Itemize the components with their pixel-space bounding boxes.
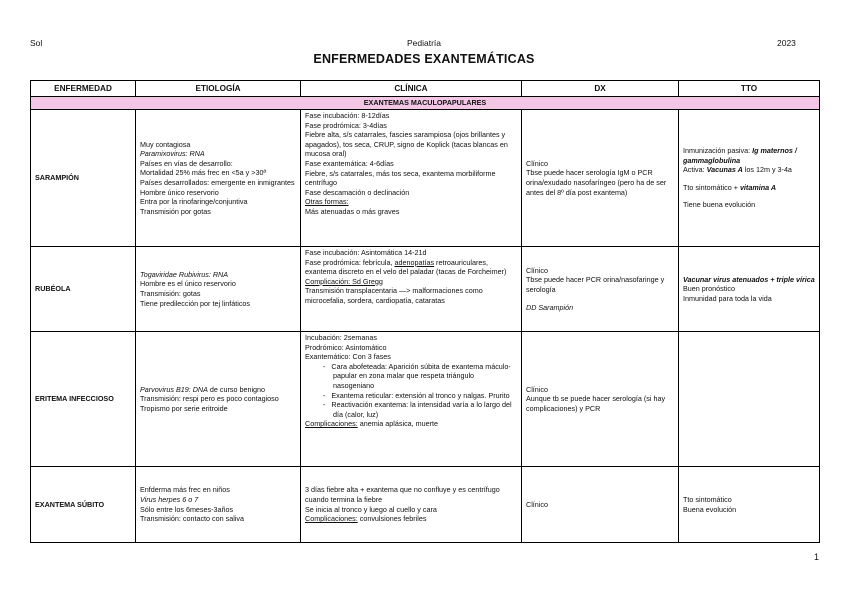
page-number: 1 <box>814 552 820 562</box>
dx-line: Tbse puede hacer serología IgM o PCR orina/exudado nasofaríngeo (pero ha de ser antes del 8º día post exantema) <box>526 168 667 197</box>
tto-cell <box>679 247 820 332</box>
section-title: EXANTEMAS MACULOPAPULARES <box>31 97 820 110</box>
tto-text: Tto sintomático + <box>683 182 740 192</box>
clinica-text: Reactivación exantema: la intensidad varía a lo largo del día (calor, luz) <box>331 400 512 419</box>
tto-cell <box>679 332 820 467</box>
dx-line: Clínico <box>526 158 548 168</box>
column-header-enfermedad: ENFERMEDAD <box>31 81 136 97</box>
tto-line: Tto sintomático <box>683 494 732 504</box>
table-row-rubeola <box>31 247 820 332</box>
page-title: ENFERMEDADES EXANTEMÁTICAS <box>313 52 535 66</box>
etiologia-line: Tiene predilección por tej linfáticos <box>140 298 250 308</box>
etiologia-line: Hombre es el único reservorio <box>140 279 236 289</box>
clinica-line: 3 días fiebre alta + exantema que no confluye y es centrífugo cuando termina la fiebre <box>305 485 500 504</box>
dx-line: Tbse puede hacer PCR orina/nasofaringe y serología <box>526 275 665 294</box>
clinica-line <box>305 258 517 277</box>
tto-line <box>683 146 815 165</box>
clinica-line: Fase incubación: 8-12días <box>305 111 390 120</box>
clinica-text: Complicaciones: <box>305 419 358 429</box>
clinica-bullet: - Reactivación exantema: la intensidad varía a lo largo del día (calor, luz) <box>323 400 512 419</box>
dx-line: Clínico <box>526 384 548 394</box>
diseases-table <box>30 80 820 543</box>
clinica-line: Prodrómico: Asintomático <box>305 342 387 352</box>
etiologia-line: Transmisión: contacto con saliva <box>140 514 244 524</box>
etiologia-line: Transmisión por gotas <box>140 206 211 216</box>
spacer <box>683 192 815 200</box>
clinica-line: Más atenuadas o más graves <box>305 206 400 216</box>
etiologia-line: Mortalidad 25% más frec en <5a y >30ª <box>140 168 267 178</box>
header-author: Sol <box>30 38 43 48</box>
dx-line: DD Sarampión <box>526 302 574 312</box>
clinica-bullet: - Cara abofeteada: Aparición súbita de exantema máculo-papular en zona malar que respeta triángulo nasogeniano <box>323 361 511 390</box>
disease-name: EXANTEMA SÚBITO <box>31 467 136 543</box>
clinica-line: Exantemático: Con 3 fases <box>305 352 391 362</box>
dx-cell <box>522 247 679 332</box>
etiologia-line: Enfderma más frec en niños <box>140 485 230 495</box>
clinica-line: Transmisión transplacentaria —> malformaciones como microcefalia, sordera, cardiopatía, cataratas <box>305 286 483 305</box>
dx-line: Aunque tb se puede hacer serología (si hay complicaciones) y PCR <box>526 394 666 413</box>
clinica-text: Cara abofeteada: Aparición súbita de exantema máculo-papular en zona malar que respeta triángulo nasogeniano <box>331 361 511 390</box>
clinica-text: Complicaciones: <box>305 514 358 524</box>
table-row-eritema-infeccioso <box>31 332 820 467</box>
etiologia-line: Transmisión: respi pero es poco contagioso <box>140 394 279 404</box>
clinica-bullet: - Exantema reticular: extensión al tronco y nalgas. Prurito <box>323 390 510 400</box>
clinica-line: Complicación: Sd Gregg <box>305 276 383 286</box>
clinica-line: Fase prodrómica: 3-4días <box>305 120 387 130</box>
etiologia-line <box>140 385 296 395</box>
tto-text: Activa: <box>683 165 707 175</box>
clinica-line: Otras formas: <box>305 197 349 207</box>
dx-cell <box>522 110 679 247</box>
etiologia-text: Parvovirus B19: DNA <box>140 384 208 394</box>
column-header-tto: TTO <box>679 81 820 97</box>
clinica-line: Fiebre, s/s catarrales, más tos seca, exantema morbiliforme centrífugo <box>305 168 496 188</box>
tto-line <box>683 165 815 175</box>
tto-text: Inmunización pasiva: <box>683 146 753 156</box>
dx-line: Clínico <box>526 499 548 509</box>
column-header-clinica: CLÍNICA <box>301 81 522 97</box>
disease-name: ERITEMA INFECCIOSO <box>31 332 136 467</box>
tto-line: Buen pronóstico <box>683 284 735 294</box>
clinica-text: anemia aplásica, muerte <box>357 419 439 429</box>
table-row-sarampion <box>31 110 820 247</box>
tto-line <box>683 183 815 193</box>
clinica-text: retroauriculares, exantema discreto en el velo del paladar (tacas de Forcheimer) <box>305 257 507 277</box>
tto-line: Vacunar virus atenuados + triple vírica <box>683 274 815 284</box>
clinica-line <box>305 419 517 429</box>
etiologia-line: Sólo entre los 6meses-3años <box>140 504 234 514</box>
tto-text: Vacunas A <box>706 165 743 175</box>
tto-cell <box>679 110 820 247</box>
spacer <box>683 175 815 183</box>
clinica-line: Fase exantemática: 4-6días <box>305 158 394 168</box>
dx-cell <box>522 467 679 543</box>
etiologia-text: de curso benigno <box>207 384 266 394</box>
tto-line: Tiene buena evolución <box>683 200 756 210</box>
clinica-line: Fiebre alta, s/s catarrales, fascies sarampiosa (ojos brillantes y apagados), tos seca, CRUP, signo de Koplick (tacas blancas en mucosa oral) <box>305 130 508 159</box>
etiologia-cell <box>136 332 301 467</box>
clinica-text: Exantema reticular: extensión al tronco y nalgas. Prurito <box>331 390 510 400</box>
etiologia-line: Entra por la rinofaringe/conjuntiva <box>140 197 248 207</box>
dx-line: Clínico <box>526 265 548 275</box>
clinica-text: Fase prodrómica: febrícula, <box>305 257 395 267</box>
disease-name: SARAMPIÓN <box>31 110 136 247</box>
clinica-cell <box>301 467 522 543</box>
clinica-line <box>305 514 517 524</box>
clinica-line: Fase descamación o declinación <box>305 187 410 197</box>
clinica-cell <box>301 332 522 467</box>
etiologia-line: Países desarrollados: emergente en inmigrantes <box>140 178 295 187</box>
etiologia-line: Muy contagiosa <box>140 139 191 149</box>
tto-cell <box>679 467 820 543</box>
etiologia-line: Togaviridae Rubivirus: RNA <box>140 269 229 279</box>
clinica-text: adenopatías <box>394 257 435 267</box>
column-header-etiologia: ETIOLOGÍA <box>136 81 301 97</box>
etiologia-line: Hombre único reservorio <box>140 187 219 197</box>
etiologia-line: Países en vías de desarrollo: <box>140 158 233 168</box>
table-row-exantema-subito <box>31 467 820 543</box>
tto-text: vitamina A <box>739 182 777 192</box>
section-row <box>31 97 820 110</box>
clinica-text: convulsiones febriles <box>357 514 427 524</box>
tto-line: Inmunidad para toda la vida <box>683 293 772 303</box>
disease-name: RUBÉOLA <box>31 247 136 332</box>
tto-text: Ig maternos / gammaglobulina <box>683 146 797 165</box>
etiologia-cell <box>136 247 301 332</box>
clinica-cell <box>301 247 522 332</box>
clinica-line: Fase incubación: Asintomática 14-21d <box>305 248 427 257</box>
etiologia-cell <box>136 110 301 247</box>
table-header-row <box>31 81 820 97</box>
etiologia-line: Virus herpes 6 o 7 <box>140 494 199 504</box>
clinica-line: Incubación: 2semanas <box>305 333 377 342</box>
etiologia-line: Tropismo por serie eritroide <box>140 403 228 413</box>
spacer <box>526 295 674 303</box>
column-header-dx: DX <box>522 81 679 97</box>
tto-line: Buena evolución <box>683 504 737 514</box>
clinica-line: Se inicia al tronco y luego al cuello y cara <box>305 504 437 514</box>
clinica-cell <box>301 110 522 247</box>
dx-cell <box>522 332 679 467</box>
etiologia-line: Transmisión: gotas <box>140 289 201 298</box>
header-year: 2023 <box>777 38 796 48</box>
etiologia-line: Paramixovirus: RNA <box>140 149 205 159</box>
etiologia-cell <box>136 467 301 543</box>
tto-text: los 12m y 3-4a <box>742 165 792 175</box>
header-subject: Pediatría <box>406 38 442 48</box>
